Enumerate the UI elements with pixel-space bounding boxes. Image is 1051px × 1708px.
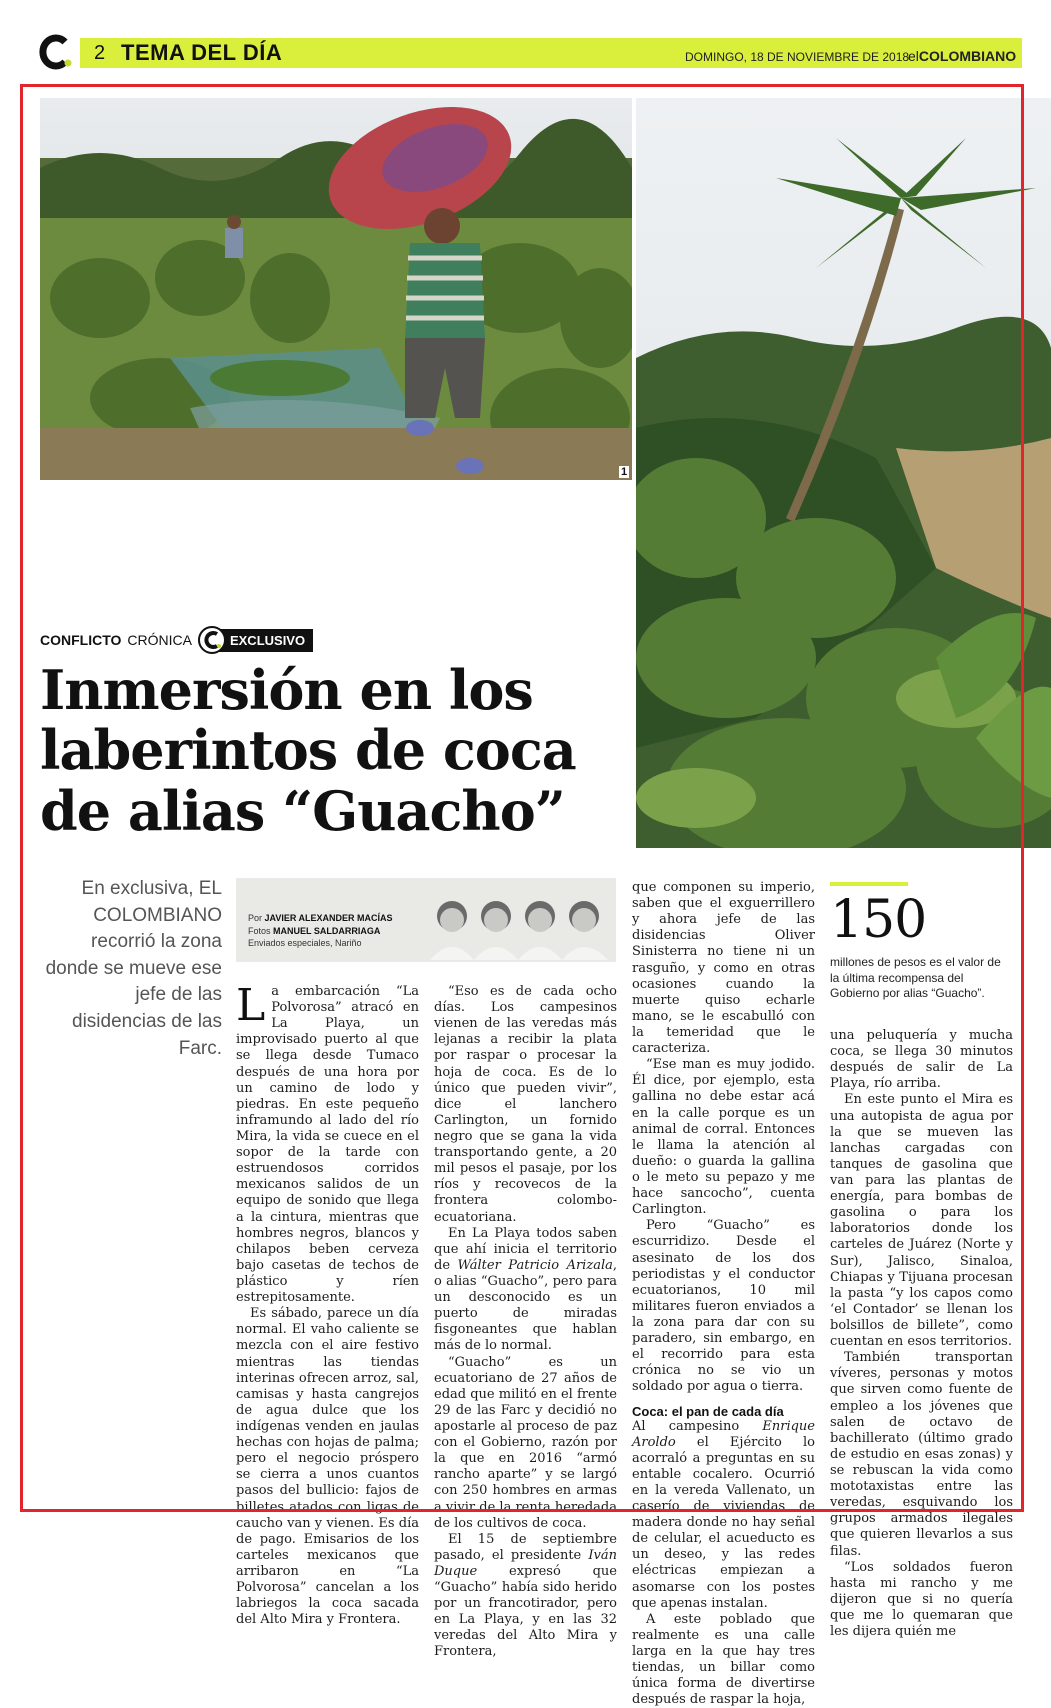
photo-coca-harvest <box>40 98 632 480</box>
body-column-1 <box>236 980 419 1628</box>
paragraph: Es sábado, parece un día normal. El vaho caliente se mezcla con el aire festivo mientras las tiendas interinas ofrecen arroz, sal, camisas y hasta cangrejos de agua dulce que los indígenas venden en jaulas hechas con hojas de palma; pero el negocio próspero se cierra a unos cuantos pasos del bullicio: fajos de billetes atados con ligas de caucho van y vienen. Es día de pago. Emisarios de los carteles mexicanos que arribaron en “La Polvorosa” cancelan a los labriegos la coca sacada del Alto Mira y Frontera. <box>236 1306 419 1628</box>
kicker-genre: CRÓNICA <box>127 632 192 648</box>
paragraph: “Los soldados fueron hasta mi rancho y me dijeron que si no quería que me lo quemaran que les dijera quién me <box>830 1559 1013 1640</box>
el-colombiano-logo <box>38 34 74 70</box>
drop-cap: L <box>236 980 266 1031</box>
deck: En exclusiva, EL COLOMBIANO recorrió la zona donde se mueve ese jefe de las disidencias de las Farc. <box>45 878 222 1059</box>
paragraph: La embarcación “La Polvorosa” atracó en La Playa, un improvisado puerto al que se llega desde Tumaco después de una hora por un camino de lodo y piedras. En este pequeño inframundo al lado del río Mira, la vida se cuece en el sopor de la tarde con estruendosos corridos mexicanos salidos de un equipo de sonido que llega a la cintura, mientras que hombres negros, blancos y chilapos beben cerveza bajo casetas de techos de plástico y ríen estrepitosamente. <box>236 980 419 1306</box>
byline-note: Enviados especiales, Nariño <box>248 938 362 949</box>
paragraph: En este punto el Mira es una autopista de agua por la que se mueven las lanchas cargadas con tanques de gasolina que van para las plantas de energía, para bombas de gasolina o para los laboratorios donde los carteles de Juárez (Norte y Sur), Jalisco, Sinaloa, Chiapas y Tijuana procesan la pasta “y los capos como ‘el Contador’ se llenan los bolsillos de billete”, como cuentan en esos territorios. <box>830 1092 1013 1350</box>
author-name: JAVIER ALEXANDER MACÍAS <box>264 913 393 923</box>
body-column-4 <box>830 1028 1013 1640</box>
photo-jungle-river <box>636 98 1051 848</box>
paragraph: A este poblado que realmente es una calle larga en la que hay tres tiendas, un billar como única forma de divertirse después de raspar la hoja, <box>632 1611 815 1708</box>
stat-accent-bar <box>830 882 908 886</box>
stat-caption: millones de pesos es el valor de la última recompensa del Gobierno por alias “Guacho”. <box>830 955 1001 1001</box>
paragraph: que componen su imperio, saben que el exguerrillero y ahora jefe de las disidencias Oliver Sinisterra no tiene ni un rasguño, y como en otras ocasiones cuando la muerte quiso echarle mano, se le escabulló con la temeridad que le caracteriza. <box>632 880 815 1057</box>
headline: Inmersión en los laberintos de coca de alias “Guacho” <box>40 658 576 843</box>
exclusive-badge: EXCLUSIVO <box>206 629 313 652</box>
article-kicker <box>40 626 313 654</box>
paragraph: Al campesino Enrique Aroldo el Ejército lo acorraló a preguntas en su entable cocalero. Ocurrió en la vereda Vallenato, un caserío de viviendas de madera donde no hay señal de celular, el acueducto es un deseo, y las redes eléctricas empiezan a asomarse con los postes que apenas instalan. <box>632 1418 815 1611</box>
photo-number: 1 <box>621 466 628 478</box>
paragraph: También transportan víveres, personas y motos que sirven como fuente de empleo a los jóvenes que salen de octavo de bachillerato (último grado de estudio en esas zonas) y se rebuscan la vida como mototaxistas entre las veredas, esquivando los grupos armados ilegales que quieren llevarlos a sus filas. <box>830 1350 1013 1559</box>
issue-date: DOMINGO, 18 DE NOVIEMBRE DE 2018 <box>685 50 910 64</box>
byline-text: Por JAVIER ALEXANDER MACÍAS Fotos MANUEL SALDARRIAGA Enviados especiales, Nariño <box>248 913 393 949</box>
paragraph: una peluquería y mucha coca, se llega 30 minutos después de salir de La Playa, río arriba. <box>830 1028 1013 1092</box>
stat-number: 150 <box>830 890 927 950</box>
exclusive-c-icon <box>198 626 226 654</box>
paragraph: “Guacho” es un ecuatoriano de 27 años de edad que militó en el frente 29 de las Farc y decidió no apostarle al proceso de paz con el Gobierno, razón por la que en 2016 “armó rancho aparte” y se largó con 250 hombres en armas a vivir de la renta heredada de los cultivos de coca. <box>434 1354 617 1531</box>
paragraph: El 15 de septiembre pasado, el presidente Iván Duque expresó que “Guacho” había sido herido por un francotirador, pero en La Playa, y en las 32 veredas del Alto Mira y Frontera, <box>434 1531 617 1660</box>
paragraph: “Eso es de cada ocho días. Los campesinos vienen de las veredas más lejanas a recibir la plata por raspar o procesar la hoja de coca. Es de lo único que pueden vivir”, dice el lanchero Carlington, un fornido negro que se gana la vida transportando gente, a 20 mil pesos el pasaje, por los ríos y recovecos de la frontera colombo-ecuatoriana. <box>434 984 617 1225</box>
kicker-topic: CONFLICTO <box>40 632 122 648</box>
paragraph: En La Playa todos saben que ahí inicia el territorio de Wálter Patricio Arizala, o alias “Guacho”, pero para un desconocido es un puerto de miradas fisgoneantes que hablan más de lo normal. <box>434 1225 617 1354</box>
page-number: 2 <box>94 42 106 64</box>
paragraph: “Ese man es muy jodido. Él dice, por ejemplo, esta gallina no debe estar acá en la calle porque es un animal de corral. Entonces le llama la atención al dueño: o guarda la gallina o le meto su pepazo y me hace sancocho”, cuenta Carlington. <box>632 1057 815 1218</box>
paragraph: Pero “Guacho” es escurridizo. Desde el asesinato de los dos periodistas y el conductor ecuatorianos, 10 mil militares fueron enviados a la zona para dar con su paradero, sin embargo, en el recorrido para esta crónica no se vio un soldado por agua o tierra. <box>632 1218 815 1395</box>
body-column-3 <box>632 880 815 1708</box>
section-title: TEMA DEL DÍA <box>121 40 283 65</box>
body-column-2 <box>434 984 617 1661</box>
author-portraits <box>430 890 610 960</box>
photographer-name: MANUEL SALDARRIAGA <box>273 925 381 936</box>
subheading: Coca: el pan de cada día <box>632 1403 784 1419</box>
brand-name: elCOLOMBIANO <box>908 48 1017 64</box>
